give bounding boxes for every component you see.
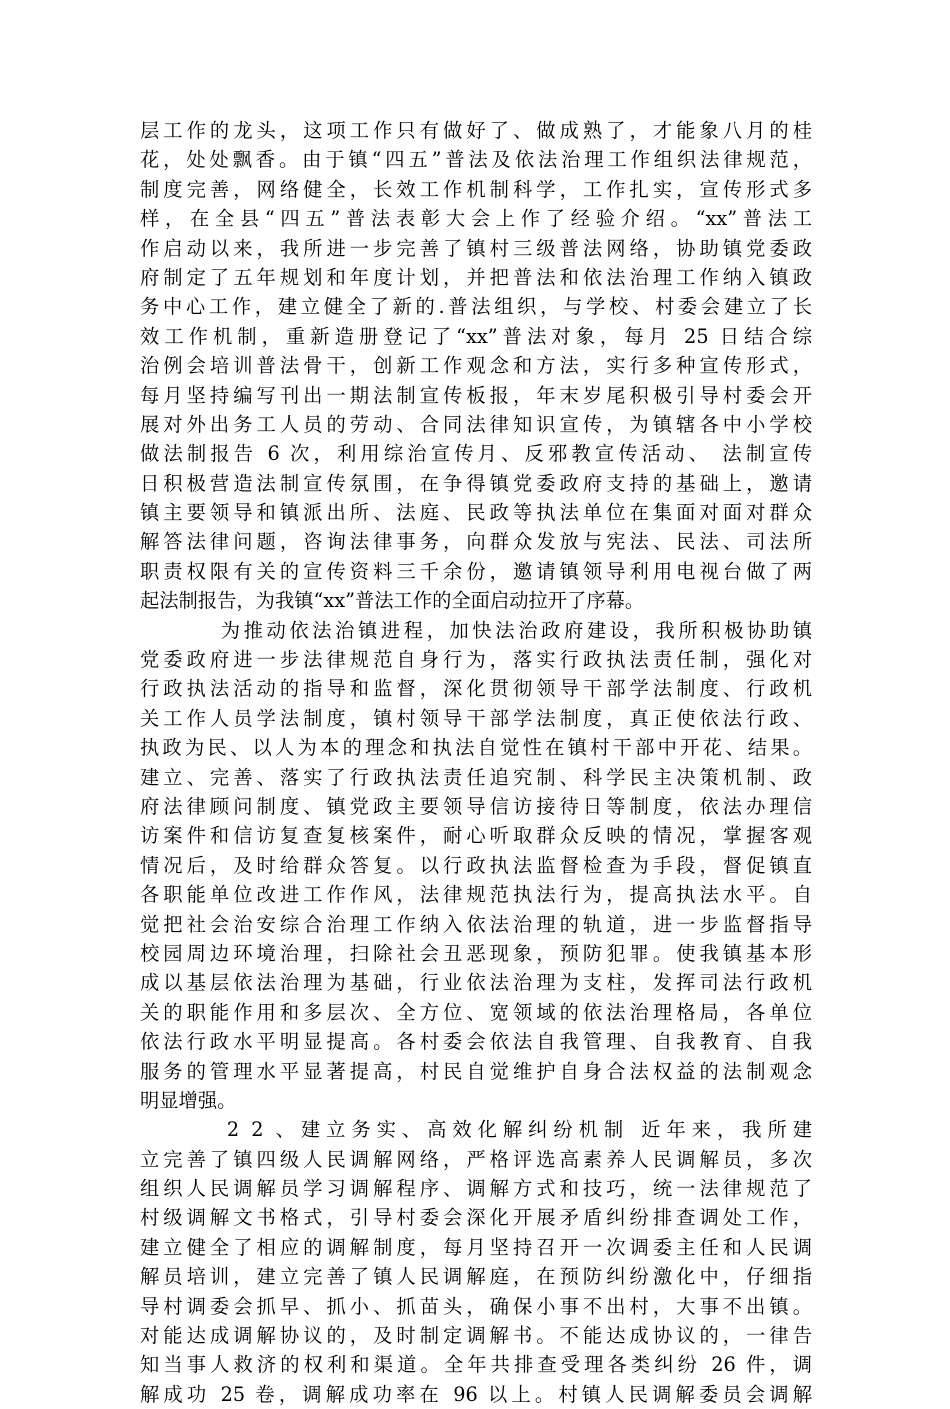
text-line: 觉把社会治安综合治理工作纳入依法治理的轨道，进一步监督指导 [140, 912, 812, 936]
text-line: 镇主要领导和镇派出所、法庭、民政等执法单位在集面对面对群众 [140, 501, 812, 525]
text-line: 解成功 25 卷，调解成功率在 96 以上。村镇人民调解委员会调解 [140, 1382, 812, 1406]
text-line: 关的职能作用和多层次、全方位、宽领域的依法治理格局，各单位 [140, 1000, 812, 1024]
text-line: 样，在全县“四五”普法表彰大会上作了经验介绍。“xx”普法工 [140, 207, 812, 231]
text-line: 成以基层依法治理为基础，行业依法治理为支柱，发挥司法行政机 [140, 971, 812, 995]
text-line: 制度完善，网络健全，长效工作机制科学，工作扎实，宣传形式多 [140, 177, 812, 201]
text-line: 导村调委会抓早、抓小、抓苗头，确保小事不出村，大事不出镇。 [140, 1294, 812, 1318]
text-line: 每月坚持编写刊出一期法制宣传板报，年末岁尾积极引导村委会开 [140, 383, 812, 407]
text-line: 组织人民调解员学习调解程序、调解方式和技巧，统一法律规范了 [140, 1177, 812, 1201]
text-line: 情况后，及时给群众答复。以行政执法监督检查为手段，督促镇直 [140, 853, 812, 877]
text-line: 解员培训，建立完善了镇人民调解庭，在预防纠纷激化中，仔细指 [140, 1265, 812, 1289]
text-line: 村级调解文书格式，引导村委会深化开展矛盾纠纷排查调处工作， [140, 1206, 812, 1230]
text-line: 效工作机制，重新造册登记了“xx”普法对象，每月 25 日结合综 [140, 324, 812, 348]
text-line: 服务的管理水平显著提高，村民自觉维护自身合法权益的法制观念 [140, 1059, 812, 1083]
text-line: 解答法律问题，咨询法律事务，向群众发放与宪法、民法、司法所 [140, 530, 812, 554]
text-line: 执政为民、以人为本的理念和执法自觉性在镇村干部中开花、结果。 [140, 736, 812, 760]
text-line: 务中心工作，建立健全了新的.普法组织，与学校、村委会建立了长 [140, 295, 812, 319]
text-line: 做法制报告 6 次，利用综治宣传月、反邪教宣传活动、 法制宣传 [140, 442, 812, 466]
text-line: 明显增强。 [140, 1088, 237, 1112]
text-line: 层工作的龙头，这项工作只有做好了、做成熟了，才能象八月的桂 [140, 119, 812, 142]
text-line: 知当事人救济的权利和渠道。全年共排查受理各类纠纷 26 件，调 [140, 1353, 812, 1377]
text-line: 关工作人员学法制度，镇村领导干部学法制度，真正使依法行政、 [140, 706, 812, 730]
text-line: 立完善了镇四级人民调解网络，严格评选高素养人民调解员，多次 [140, 1147, 812, 1171]
text-line: 校园周边环境治理，扫除社会丑恶现象，预防犯罪。使我镇基本形 [140, 941, 812, 965]
text-line: 依法行政水平明显提高。各村委会依法自我管理、自我教育、自我 [140, 1030, 812, 1054]
text-line: 访案件和信访复查复核案件，耐心听取群众反映的情况，掌握客观 [140, 824, 812, 848]
text-line: 职责权限有关的宣传资料三千余份，邀请镇领导利用电视台做了两 [140, 559, 812, 583]
text-line: 建立、完善、落实了行政执法责任追究制、科学民主决策机制、政 [140, 765, 812, 789]
text-line: 日积极营造法制宣传氛围，在争得镇党委政府支持的基础上，邀请 [140, 471, 812, 495]
text-line: 党委政府进一步法律规范自身行为，落实行政执法责任制，强化对 [140, 648, 812, 672]
text-line: 府制定了五年规划和年度计划，并把普法和依法治理工作纳入镇政 [140, 265, 812, 289]
text-line: 对能达成调解协议的，及时制定调解书。不能达成协议的，一律告 [140, 1324, 812, 1348]
text-line: 治例会培训普法骨干，创新工作观念和方法，实行多种宣传形式， [140, 354, 812, 378]
text-line: 花，处处飘香。由于镇“四五”普法及依法治理工作组织法律规范， [140, 148, 812, 172]
text-line: 建立健全了相应的调解制度，每月坚持召开一次调委主任和人民调 [140, 1235, 812, 1259]
text-line: 展对外出务工人员的劳动、合同法律知识宣传，为镇辖各中小学校 [140, 412, 812, 436]
text-line: 各职能单位改进工作作风，法律规范执法行为，提高执法水平。自 [140, 883, 812, 907]
text-line: 作启动以来，我所进一步完善了镇村三级普法网络，协助镇党委政 [140, 236, 812, 260]
text-line: 起法制报告，为我镇“xx”普法工作的全面启动拉开了序幕。 [140, 589, 645, 613]
text-line: 行政执法活动的指导和监督，深化贯彻领导干部学法制度、行政机 [140, 677, 812, 701]
text-line: 府法律顾问制度、镇党政主要领导信访接待日等制度，依法办理信 [140, 794, 812, 818]
document-page [140, 116, 812, 1406]
text-line: 2 2 、建立务实、高效化解纠纷机制 近年来，我所建 [226, 1118, 812, 1142]
text-line: 为推动依法治镇进程，加快法治政府建设，我所积极协助镇 [217, 618, 812, 642]
